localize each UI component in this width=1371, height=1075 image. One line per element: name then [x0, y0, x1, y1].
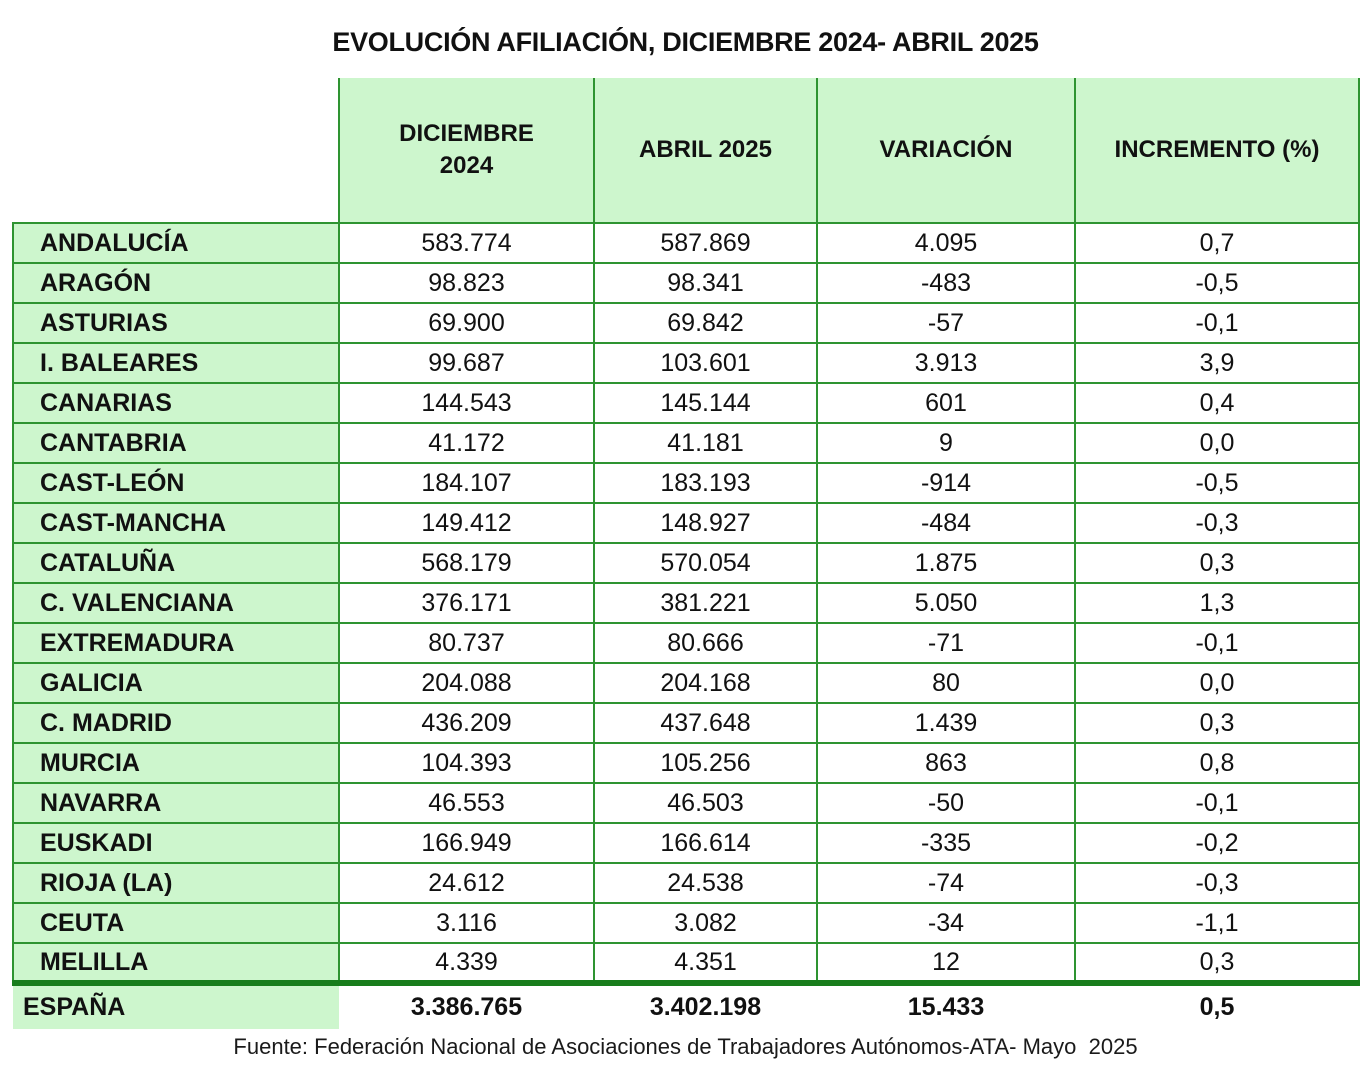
table-row-asturias — [13, 303, 1359, 343]
column-header-label: ABRIL 2025 — [639, 135, 772, 163]
abr-2025-cell: 148.927 — [594, 503, 817, 543]
total-region-cell: ESPAÑA — [13, 983, 339, 1029]
region-cell: CANTABRIA — [13, 423, 339, 463]
dic-2024-cell: 41.172 — [339, 423, 594, 463]
variacion-cell: 863 — [817, 743, 1075, 783]
incremento-cell: 0,4 — [1075, 383, 1359, 423]
dic-2024-cell: 46.553 — [339, 783, 594, 823]
variacion-cell: 12 — [817, 943, 1075, 983]
region-cell: ANDALUCÍA — [13, 223, 339, 263]
table-row-navarra — [13, 783, 1359, 823]
page-title: EVOLUCIÓN AFILIACIÓN, DICIEMBRE 2024- ABRIL 2025 — [332, 27, 1039, 57]
incremento-cell: -0,2 — [1075, 823, 1359, 863]
dic-2024-cell: 149.412 — [339, 503, 594, 543]
variacion-cell: 3.913 — [817, 343, 1075, 383]
dic-2024-cell: 69.900 — [339, 303, 594, 343]
total-abr-2025-cell: 3.402.198 — [594, 983, 817, 1029]
table-row-ceuta — [13, 903, 1359, 943]
table-row-canarias — [13, 383, 1359, 423]
source-note: Fuente: Federación Nacional de Asociaciones de Trabajadores Autónomos-ATA- Mayo 2025 — [233, 1034, 1138, 1059]
variacion-cell: -57 — [817, 303, 1075, 343]
column-header-label: VARIACIÓN — [879, 135, 1013, 163]
incremento-cell: -0,1 — [1075, 303, 1359, 343]
region-cell: C. VALENCIANA — [13, 583, 339, 623]
abr-2025-cell: 103.601 — [594, 343, 817, 383]
incremento-cell: -1,1 — [1075, 903, 1359, 943]
abr-2025-cell: 183.193 — [594, 463, 817, 503]
incremento-cell: 0,7 — [1075, 223, 1359, 263]
region-cell: MURCIA — [13, 743, 339, 783]
table-row-cantabria — [13, 423, 1359, 463]
column-header-variacion — [817, 78, 1075, 223]
region-cell: EXTREMADURA — [13, 623, 339, 663]
table-row-murcia — [13, 743, 1359, 783]
incremento-cell: 3,9 — [1075, 343, 1359, 383]
column-header-incremento — [1075, 78, 1359, 223]
abr-2025-cell: 98.341 — [594, 263, 817, 303]
incremento-cell: -0,1 — [1075, 623, 1359, 663]
region-cell: CEUTA — [13, 903, 339, 943]
variacion-cell: 5.050 — [817, 583, 1075, 623]
dic-2024-cell: 144.543 — [339, 383, 594, 423]
variacion-cell: 80 — [817, 663, 1075, 703]
abr-2025-cell: 587.869 — [594, 223, 817, 263]
table-row-valenciana — [13, 583, 1359, 623]
variacion-cell: -74 — [817, 863, 1075, 903]
dic-2024-cell: 184.107 — [339, 463, 594, 503]
abr-2025-cell: 204.168 — [594, 663, 817, 703]
table-total-row-espana — [13, 983, 1359, 1029]
region-cell: ASTURIAS — [13, 303, 339, 343]
dic-2024-cell: 166.949 — [339, 823, 594, 863]
table-row-euskadi — [13, 823, 1359, 863]
table-header-row — [13, 78, 1359, 223]
variacion-cell: -34 — [817, 903, 1075, 943]
variacion-cell: 4.095 — [817, 223, 1075, 263]
variacion-cell: -484 — [817, 503, 1075, 543]
variacion-cell: 601 — [817, 383, 1075, 423]
variacion-cell: -483 — [817, 263, 1075, 303]
table-row-cataluna — [13, 543, 1359, 583]
table-row-cast-mancha — [13, 503, 1359, 543]
incremento-cell: 0,3 — [1075, 943, 1359, 983]
table-row-andalucia — [13, 223, 1359, 263]
abr-2025-cell: 4.351 — [594, 943, 817, 983]
abr-2025-cell: 381.221 — [594, 583, 817, 623]
region-cell: CANARIAS — [13, 383, 339, 423]
dic-2024-cell: 4.339 — [339, 943, 594, 983]
total-dic-2024-cell: 3.386.765 — [339, 983, 594, 1029]
variacion-cell: -50 — [817, 783, 1075, 823]
dic-2024-cell: 568.179 — [339, 543, 594, 583]
column-header-diciembre-2024 — [339, 78, 594, 223]
region-cell: C. MADRID — [13, 703, 339, 743]
incremento-cell: 0,3 — [1075, 703, 1359, 743]
incremento-cell: 0,8 — [1075, 743, 1359, 783]
incremento-cell: -0,5 — [1075, 263, 1359, 303]
table-row-melilla — [13, 943, 1359, 983]
abr-2025-cell: 3.082 — [594, 903, 817, 943]
region-cell: I. BALEARES — [13, 343, 339, 383]
incremento-cell: -0,3 — [1075, 863, 1359, 903]
table-row-cast-leon — [13, 463, 1359, 503]
region-cell: CAST-LEÓN — [13, 463, 339, 503]
abr-2025-cell: 105.256 — [594, 743, 817, 783]
column-header-label: INCREMENTO (%) — [1114, 135, 1320, 163]
abr-2025-cell: 145.144 — [594, 383, 817, 423]
table-row-madrid — [13, 703, 1359, 743]
abr-2025-cell: 46.503 — [594, 783, 817, 823]
region-cell: GALICIA — [13, 663, 339, 703]
abr-2025-cell: 80.666 — [594, 623, 817, 663]
abr-2025-cell: 166.614 — [594, 823, 817, 863]
table-row-rioja — [13, 863, 1359, 903]
variacion-cell: -71 — [817, 623, 1075, 663]
variacion-cell: 1.875 — [817, 543, 1075, 583]
incremento-cell: -0,5 — [1075, 463, 1359, 503]
dic-2024-cell: 204.088 — [339, 663, 594, 703]
abr-2025-cell: 41.181 — [594, 423, 817, 463]
incremento-cell: -0,3 — [1075, 503, 1359, 543]
incremento-cell: 0,3 — [1075, 543, 1359, 583]
dic-2024-cell: 104.393 — [339, 743, 594, 783]
incremento-cell: 0,0 — [1075, 663, 1359, 703]
region-cell: EUSKADI — [13, 823, 339, 863]
column-header-abril-2025 — [594, 78, 817, 223]
region-cell: RIOJA (LA) — [13, 863, 339, 903]
dic-2024-cell: 99.687 — [339, 343, 594, 383]
table-row-aragon — [13, 263, 1359, 303]
dic-2024-cell: 583.774 — [339, 223, 594, 263]
total-variacion-cell: 15.433 — [817, 983, 1075, 1029]
region-cell: CATALUÑA — [13, 543, 339, 583]
abr-2025-cell: 24.538 — [594, 863, 817, 903]
dic-2024-cell: 98.823 — [339, 263, 594, 303]
abr-2025-cell: 437.648 — [594, 703, 817, 743]
table-row-galicia — [13, 663, 1359, 703]
variacion-cell: 1.439 — [817, 703, 1075, 743]
variacion-cell: -914 — [817, 463, 1075, 503]
region-cell: ARAGÓN — [13, 263, 339, 303]
incremento-cell: -0,1 — [1075, 783, 1359, 823]
variacion-cell: -335 — [817, 823, 1075, 863]
table-row-baleares — [13, 343, 1359, 383]
abr-2025-cell: 69.842 — [594, 303, 817, 343]
dic-2024-cell: 436.209 — [339, 703, 594, 743]
affiliation-table — [12, 78, 1360, 1029]
region-cell: NAVARRA — [13, 783, 339, 823]
variacion-cell: 9 — [817, 423, 1075, 463]
dic-2024-cell: 376.171 — [339, 583, 594, 623]
incremento-cell: 1,3 — [1075, 583, 1359, 623]
dic-2024-cell: 80.737 — [339, 623, 594, 663]
region-cell: MELILLA — [13, 943, 339, 983]
header-empty-cell — [13, 78, 339, 223]
table-row-extremadura — [13, 623, 1359, 663]
region-cell: CAST-MANCHA — [13, 503, 339, 543]
incremento-cell: 0,0 — [1075, 423, 1359, 463]
total-incremento-cell: 0,5 — [1075, 983, 1359, 1029]
dic-2024-cell: 3.116 — [339, 903, 594, 943]
dic-2024-cell: 24.612 — [339, 863, 594, 903]
abr-2025-cell: 570.054 — [594, 543, 817, 583]
column-header-label: DICIEMBRE 2024 — [399, 119, 534, 179]
